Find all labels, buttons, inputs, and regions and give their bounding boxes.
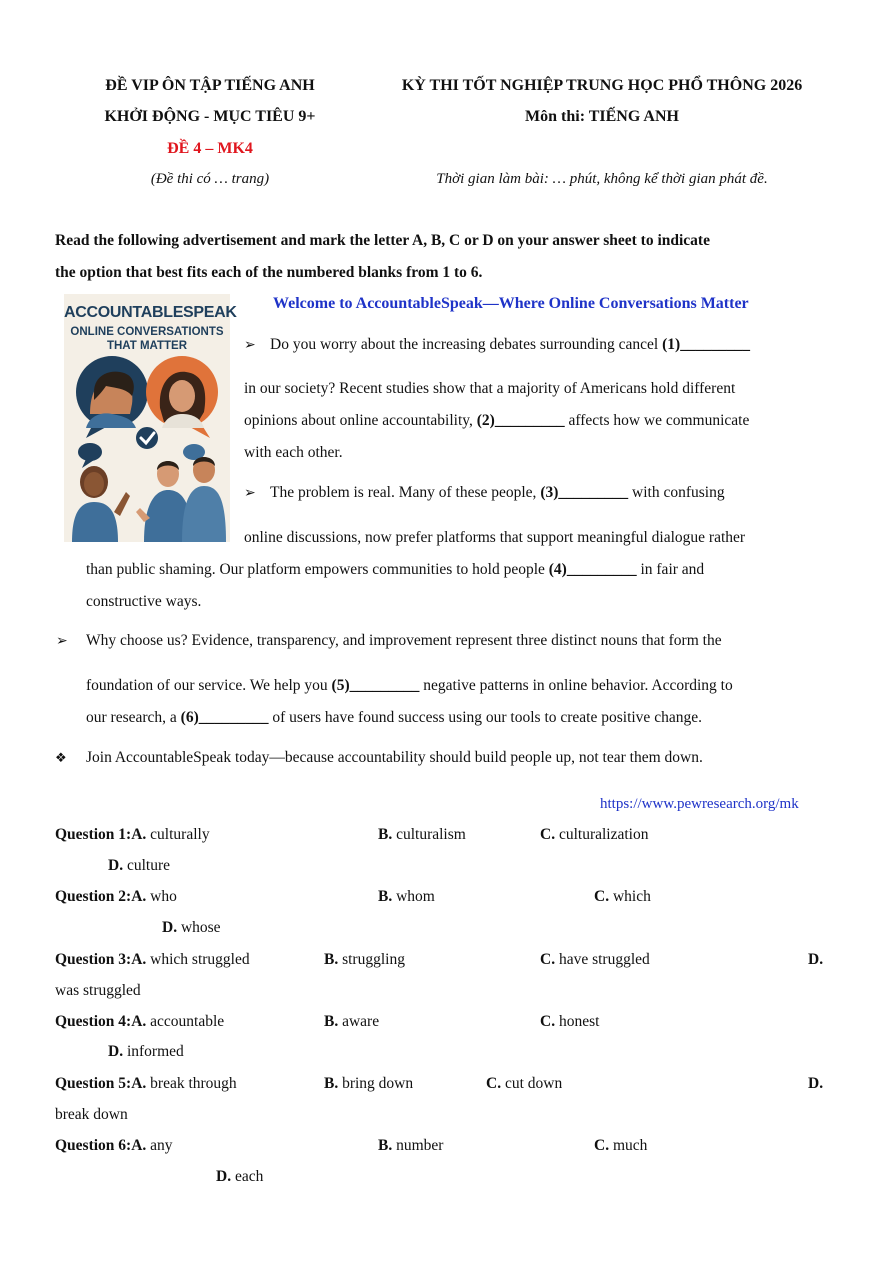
instruction-line1: Read the following advertisement and mark the letter A, B, C or D on your answer sheet to indicate [55, 232, 710, 249]
arrow-bullet-icon: ➢ [244, 486, 256, 501]
arrow-bullet-icon: ➢ [244, 338, 256, 353]
question-2-option-d[interactable]: D. whose [162, 919, 221, 936]
blank-5: (5)_________ [331, 677, 420, 694]
exam-title: KỲ THI TỐT NGHIỆP TRUNG HỌC PHỔ THÔNG 2026 [401, 77, 803, 94]
arrow-bullet-icon: ➢ [56, 634, 68, 649]
p2-line3: than public shaming. Our platform empowers communities to hold people (4)_________ in fair and [86, 561, 705, 578]
question-1-option-c[interactable]: C. culturalization [540, 826, 649, 843]
question-2-label: Question 2:A. who [55, 888, 177, 905]
blank-1: (1)_________ [662, 336, 750, 353]
question-4-option-c[interactable]: C. honest [540, 1013, 600, 1030]
p1-line3: opinions about online accountability, (2)_________ affects how we communicate [244, 412, 750, 429]
question-4-option-b[interactable]: B. aware [324, 1013, 380, 1030]
question-5-option-b[interactable]: B. bring down [324, 1075, 414, 1092]
check-circle-icon [135, 426, 159, 450]
p3-line2: foundation of our service. We help you (5)_________ negative patterns in online behavior. According to [86, 677, 733, 694]
question-5-option-c[interactable]: C. cut down [486, 1075, 563, 1092]
person-left-icon [72, 466, 130, 542]
question-5-option-d-letter[interactable]: D. [808, 1075, 824, 1092]
p2-line1: The problem is real. Many of these people, (3)_________ with confusing [270, 484, 725, 501]
question-6-label: Question 6:A. any [55, 1137, 173, 1154]
question-3-option-d[interactable]: was struggled [55, 982, 141, 999]
exam-subject: Môn thi: TIẾNG ANH [525, 108, 679, 125]
blank-3: (3)_________ [540, 484, 629, 501]
illustration-subtitle: ONLINE CONVERSATIONTS THAT MATTER [70, 326, 224, 352]
source-link[interactable]: https://www.pewresearch.org/mk [600, 796, 799, 812]
question-3-label: Question 3:A. which struggled [55, 951, 250, 968]
question-1-option-d[interactable]: D. culture [108, 857, 170, 874]
ad-title: Welcome to AccountableSpeak—Where Online Conversations Matter [273, 295, 749, 312]
question-1-label: Question 1:A. culturally [55, 826, 210, 843]
exam-code: ĐỀ 4 – MK4 [167, 140, 253, 157]
diamond-bullet-icon: ❖ [55, 750, 67, 765]
question-2-option-c[interactable]: C. which [594, 888, 651, 905]
p3-line1: Why choose us? Evidence, transparency, and improvement represent three distinct nouns that form the [86, 632, 722, 649]
question-4-option-d[interactable]: D. informed [108, 1043, 184, 1060]
question-6-option-c[interactable]: C. much [594, 1137, 648, 1154]
p2-line2: online discussions, now prefer platforms that support meaningful dialogue rather [244, 529, 746, 546]
p3-line3: our research, a (6)_________ of users have found success using our tools to create positive change. [86, 709, 702, 726]
question-6-option-b[interactable]: B. number [378, 1137, 444, 1154]
question-1-option-b[interactable]: B. culturalism [378, 826, 466, 843]
question-3-option-b[interactable]: B. struggling [324, 951, 405, 968]
question-3-option-c[interactable]: C. have struggled [540, 951, 650, 968]
instruction-line2: the option that best fits each of the numbered blanks from 1 to 6. [55, 264, 483, 281]
blank-4: (4)_________ [548, 561, 637, 578]
p1-line4: with each other. [244, 444, 343, 461]
question-2-option-b[interactable]: B. whom [378, 888, 435, 905]
page-count-note: (Đề thi có … trang) [150, 171, 270, 187]
question-3-option-d-letter[interactable]: D. [808, 951, 824, 968]
illustration-title: ACCOUNTABLESPEAK [64, 304, 237, 321]
blank-6: (6)_________ [180, 709, 269, 726]
header-left-line1: ĐỀ VIP ÔN TẬP TIẾNG ANH [105, 77, 315, 94]
p4-line: Join AccountableSpeak today—because accountability should build people up, not tear them down. [86, 749, 703, 766]
people-conversation-graphic [64, 352, 230, 542]
question-5-option-d[interactable]: break down [55, 1106, 128, 1123]
advertisement-illustration [64, 294, 237, 542]
question-5-label: Question 5:A. break through [55, 1075, 237, 1092]
p2-line4: constructive ways. [86, 593, 202, 610]
question-6-option-d[interactable]: D. each [216, 1168, 264, 1185]
question-4-label: Question 4:A. accountable [55, 1013, 225, 1030]
speech-bubble-right-icon [146, 356, 218, 438]
time-note: Thời gian làm bài: … phút, không kể thời gian phát đề. [436, 171, 768, 187]
person-right-icon [182, 457, 226, 542]
p1-line2: in our society? Recent studies show that a majority of Americans hold different [244, 380, 736, 397]
blank-2: (2)_________ [476, 412, 565, 429]
speech-bubble-left-icon [76, 356, 148, 438]
header-left-line2: KHỞI ĐỘNG - MỤC TIÊU 9+ [104, 108, 316, 125]
p1-line1: Do you worry about the increasing debates surrounding cancel (1)_________ [270, 336, 750, 353]
